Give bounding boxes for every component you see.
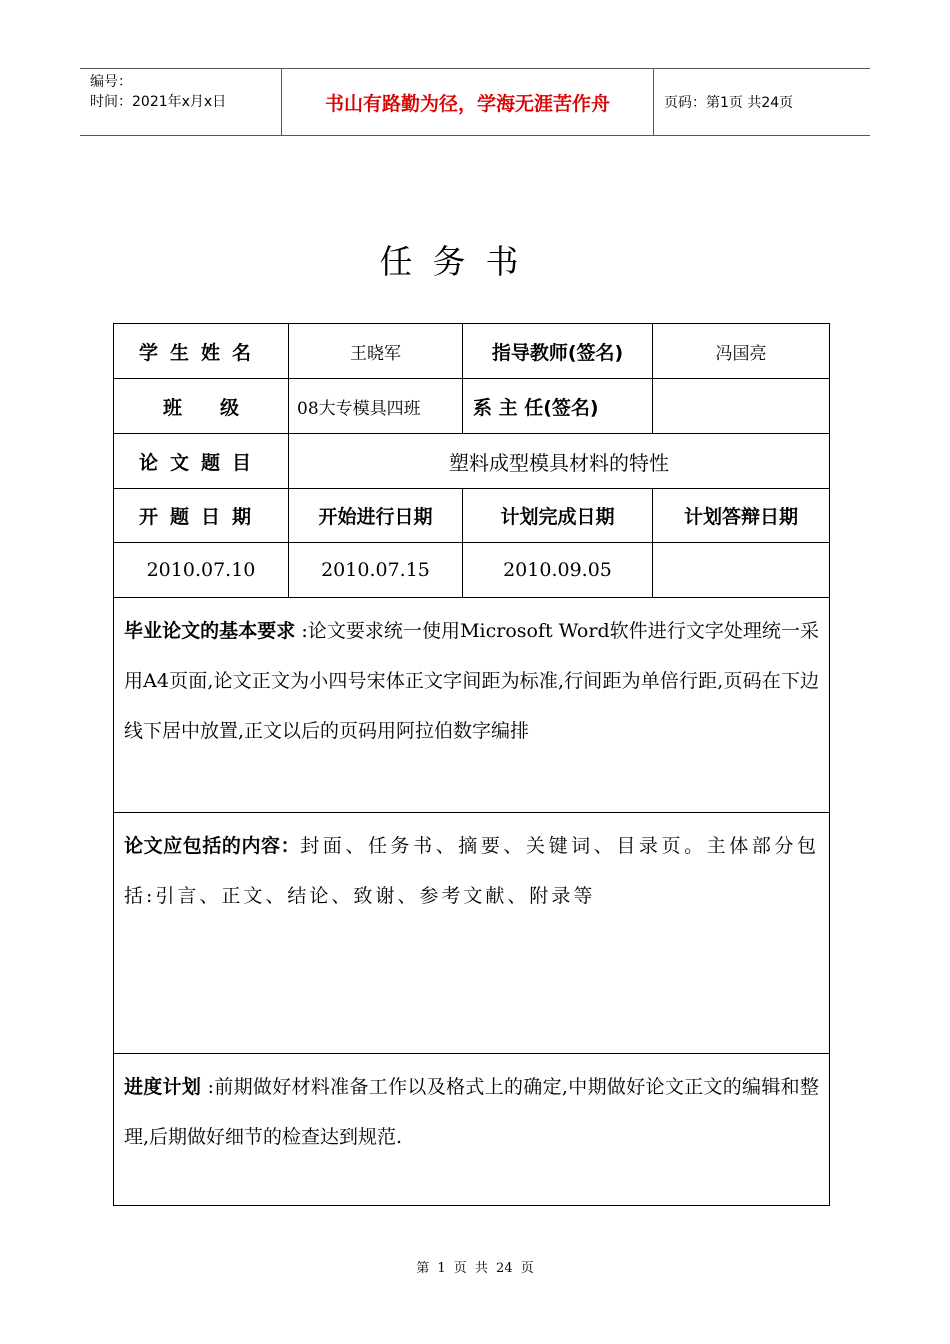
table-row (114, 543, 830, 598)
header-meta (80, 69, 282, 135)
page-header (80, 68, 870, 136)
task-form-table (113, 323, 830, 1206)
proposal-date-value: 2010.07.10 (114, 543, 289, 598)
requirements-section (114, 598, 830, 813)
plan-defense-label: 计划答辩日期 (653, 489, 830, 543)
proposal-date-label: 开题日期 (114, 489, 289, 543)
contents-section (114, 813, 830, 1054)
requirements-text: :论文要求统一使用Microsoft Word软件进行文字处理统一采用A4页面,论文正文为小四号宋体正文字间距为标准,行间距为单倍行距,页码在下边线下居中放置,正文以后的页码用阿拉伯数字编排 (124, 620, 819, 742)
start-date-label: 开始进行日期 (289, 489, 463, 543)
contents-text: 封面、任务书、摘要、关键词、目录页。主体部分包括:引言、正文、结论、致谢、参考文献、附录等 (124, 835, 819, 907)
table-row (114, 489, 830, 543)
student-name-label: 学生姓名 (114, 324, 289, 379)
class-value: 08大专模具四班 (289, 379, 463, 434)
advisor-label: 指导教师(签名) (463, 324, 653, 379)
requirements-label: 毕业论文的基本要求 (124, 620, 296, 642)
start-date-value: 2010.07.15 (289, 543, 463, 598)
table-row (114, 598, 830, 813)
student-name-value: 王晓军 (289, 324, 463, 379)
plan-defense-value (653, 543, 830, 598)
table-row (114, 813, 830, 1054)
plan-complete-value: 2010.09.05 (463, 543, 653, 598)
number-label: 编号： (90, 74, 132, 90)
table-row (114, 324, 830, 379)
table-row (114, 379, 830, 434)
table-row (114, 434, 830, 489)
class-label: 班 级 (114, 379, 289, 434)
contents-label: 论文应包括的内容： (124, 835, 301, 857)
document-title: 任务书 (379, 242, 539, 281)
table-row (114, 1054, 830, 1206)
schedule-text: :前期做好材料准备工作以及格式上的确定,中期做好论文正文的编辑和整理,后期做好细节的检查达到规范. (124, 1076, 819, 1148)
plan-complete-label: 计划完成日期 (463, 489, 653, 543)
thesis-topic-label: 论文题目 (114, 434, 289, 489)
time-label: 时间：2021年x月x日 (90, 94, 227, 110)
thesis-topic-value: 塑料成型模具材料的特性 (289, 434, 830, 489)
page-footer: 第 1 页 共 24 页 (416, 1261, 534, 1276)
header-motto: 书山有路勤为径，学海无涯苦作舟 (282, 69, 654, 135)
schedule-label: 进度计划 (124, 1076, 202, 1098)
header-page-info: 页码：第1页 共24页 (664, 95, 794, 111)
advisor-value: 冯国亮 (653, 324, 830, 379)
schedule-section (114, 1054, 830, 1206)
dept-head-label: 系 主 任(签名) (463, 379, 653, 434)
dept-head-value (653, 379, 830, 434)
